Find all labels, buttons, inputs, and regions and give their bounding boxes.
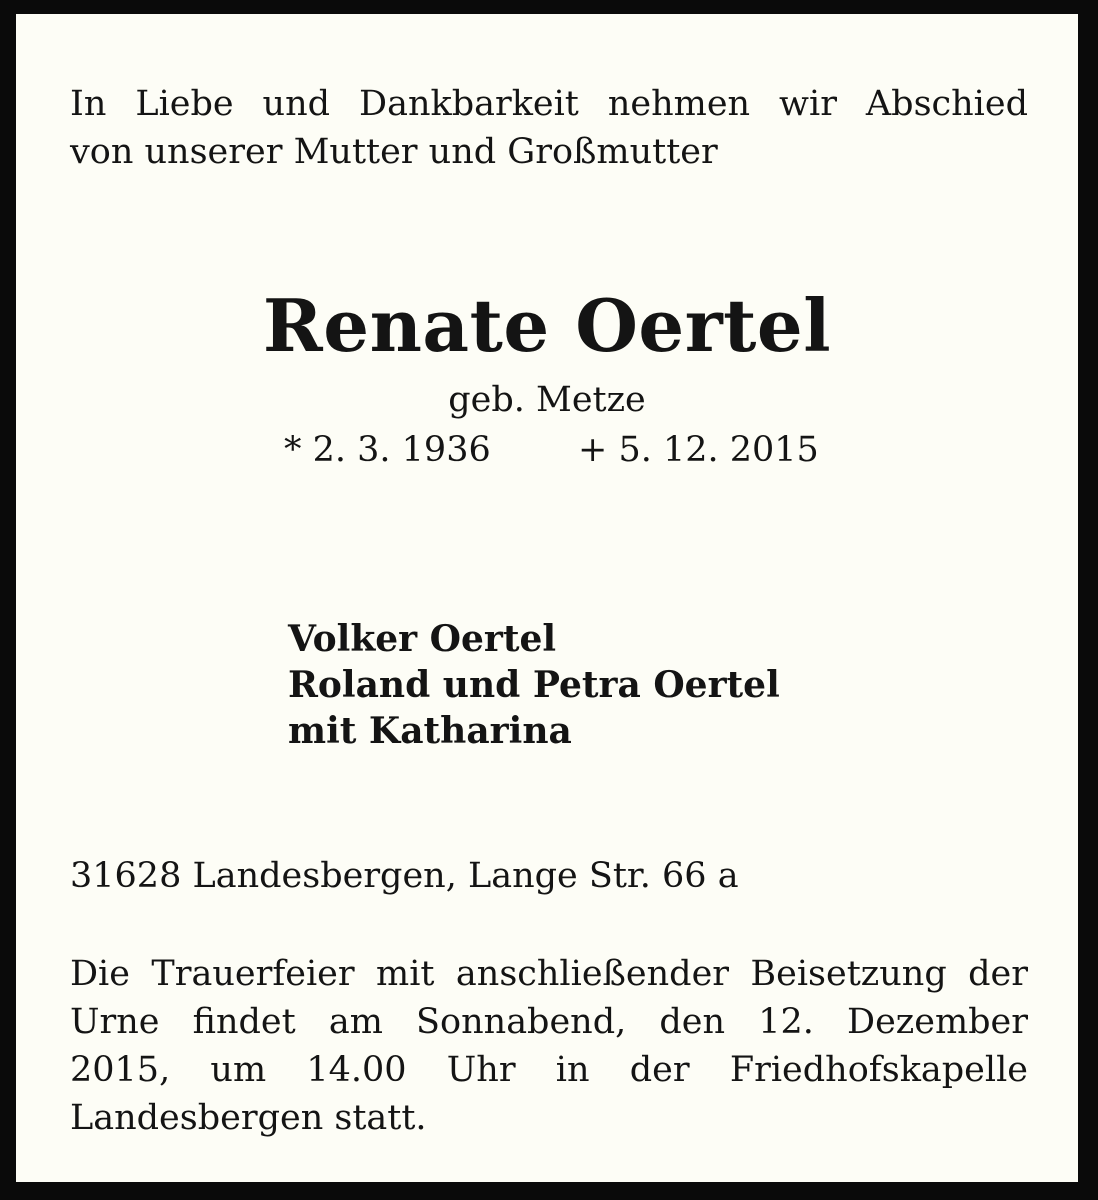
mourner-address: 31628 Landesbergen, Lange Str. 66 a (70, 856, 739, 896)
mourners-list (288, 616, 780, 754)
death-date: + 5. 12. 2015 (578, 430, 819, 470)
ceremony-text (70, 950, 1028, 1142)
mourner-name: Roland und Petra Oertel (288, 664, 780, 706)
ceremony-line-1: Die Trauerfeier mit anschließender Beisetzung der (70, 954, 1028, 994)
mourner-name: mit Katharina (288, 710, 572, 752)
ceremony-line-2: Urne findet am Sonnabend, den 12. Dezember (70, 1002, 1028, 1042)
intro-line-1: In Liebe und Dankbarkeit nehmen wir Abschied (70, 84, 1028, 124)
deceased-name: Renate Oertel (262, 283, 832, 368)
mourner-name: Volker Oertel (288, 618, 557, 660)
intro-text (70, 80, 1028, 176)
ceremony-line-3: 2015, um 14.00 Uhr in der Friedhofskapelle (70, 1050, 1028, 1090)
intro-line-2: von unserer Mutter und Großmutter (70, 132, 718, 172)
ceremony-line-4: Landesbergen statt. (70, 1098, 427, 1138)
birth-name: geb. Metze (448, 380, 646, 420)
birth-date: * 2. 3. 1936 (284, 430, 491, 470)
